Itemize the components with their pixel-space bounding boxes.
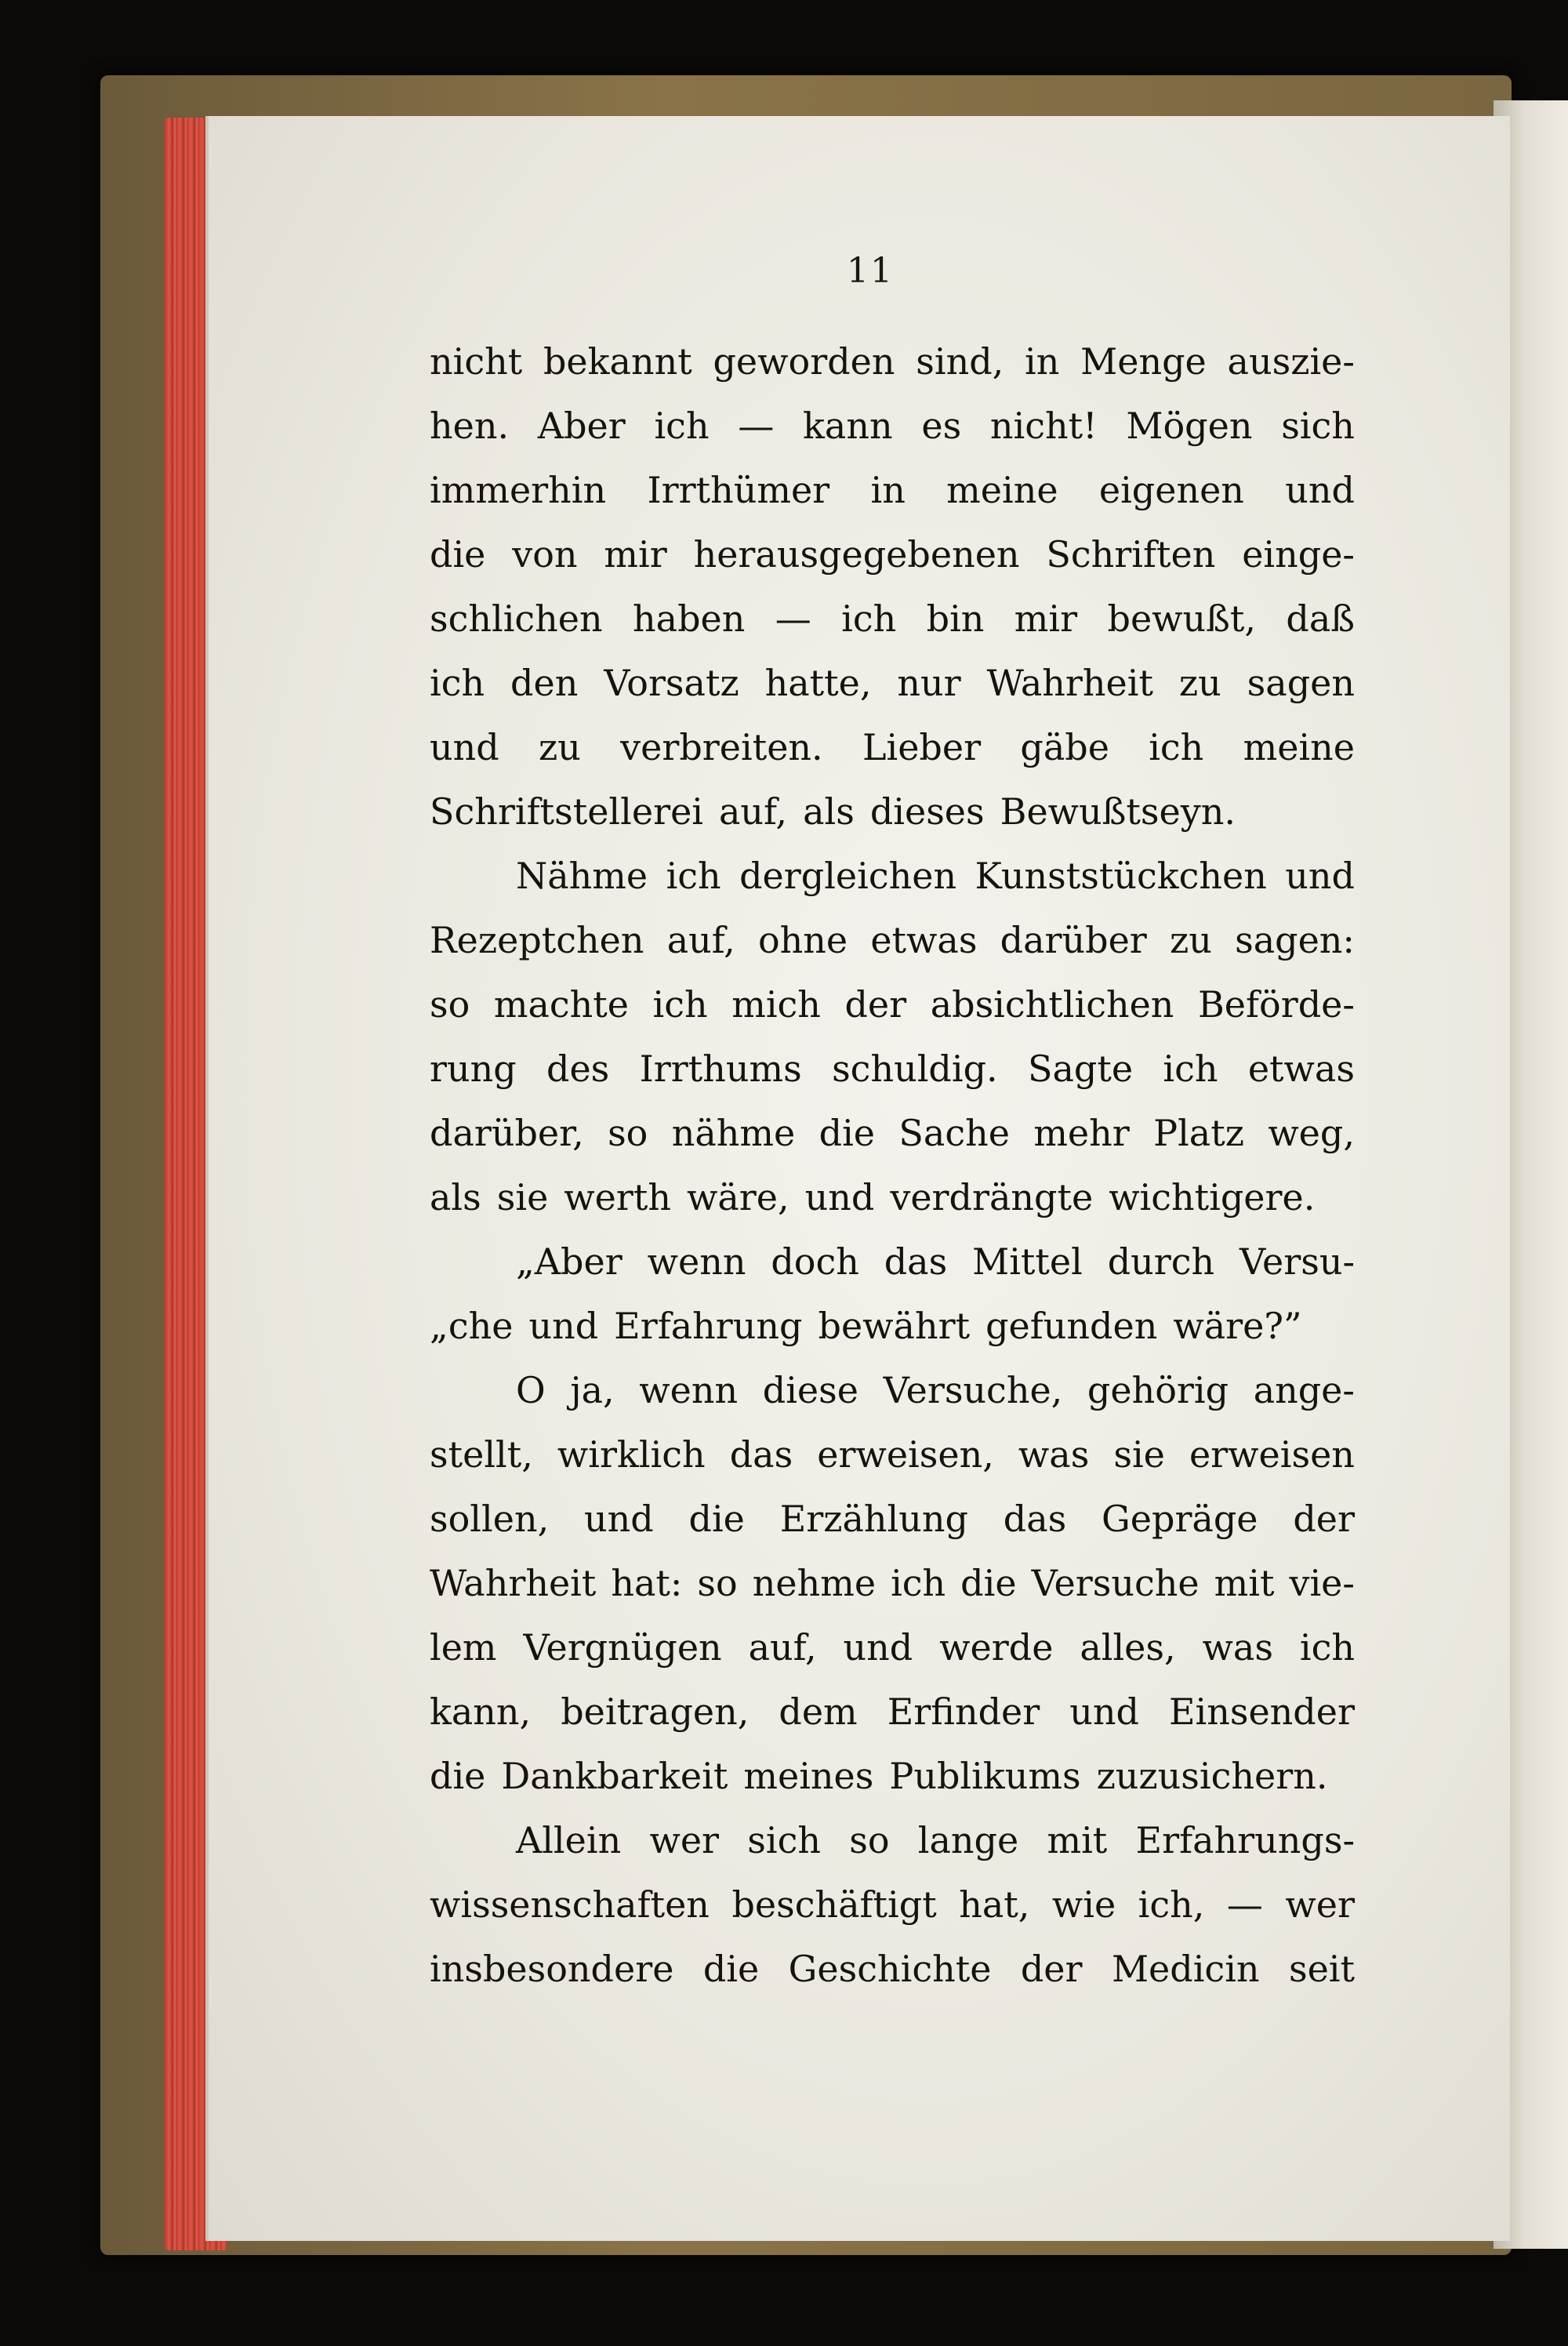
- text-line: Nähme ich dergleichen Kunststückchen und: [516, 855, 1355, 897]
- text-line: sollen, und die Erzählung das Gepräge der: [430, 1498, 1355, 1540]
- text-line: darüber, so nähme die Sache mehr Platz weg,: [430, 1112, 1355, 1154]
- text-line: Rezeptchen auf, ohne etwas darüber zu sagen:: [430, 919, 1355, 961]
- text-line: schlichen haben — ich bin mir bewußt, daß: [430, 597, 1355, 640]
- text-line: hen. Aber ich — kann es nicht! Mögen sich: [430, 405, 1355, 447]
- text-line: die von mir herausgegebenen Schriften einge-: [430, 533, 1355, 576]
- page-text: [430, 329, 1355, 2001]
- text-line: die Dankbarkeit meines Publikums zuzusichern.: [430, 1755, 1328, 1797]
- text-line: „Aber wenn doch das Mittel durch Versu-: [516, 1240, 1355, 1283]
- text-line: nicht bekannt geworden sind, in Menge auszie-: [430, 340, 1355, 383]
- text-line: Allein wer sich so lange mit Erfahrungs-: [516, 1819, 1355, 1861]
- text-line: als sie werth wäre, und verdrängte wichtigere.: [430, 1176, 1316, 1218]
- text-line: wissenschaften beschäftigt hat, wie ich, — wer: [430, 1883, 1355, 1926]
- text-line: Schriftstellerei auf, als dieses Bewußtseyn.: [430, 790, 1236, 833]
- text-line: stellt, wirklich das erweisen, was sie erweisen: [430, 1433, 1355, 1476]
- text-line: rung des Irrthums schuldig. Sagte ich etwas: [430, 1048, 1355, 1090]
- text-line: „che und Erfahrung bewährt gefunden wäre?”: [430, 1305, 1302, 1347]
- text-line: und zu verbreiten. Lieber gäbe ich meine: [430, 726, 1355, 768]
- page-number: 11: [847, 251, 894, 291]
- text-line: kann, beitragen, dem Erfinder und Einsender: [430, 1690, 1355, 1733]
- text-line: O ja, wenn diese Versuche, gehörig ange-: [516, 1369, 1355, 1411]
- text-line: lem Vergnügen auf, und werde alles, was ich: [430, 1626, 1355, 1669]
- text-line: immerhin Irrthümer in meine eigenen und: [430, 469, 1355, 511]
- text-line: so machte ich mich der absichtlichen Beförde-: [430, 983, 1355, 1026]
- text-line: Wahrheit hat: so nehme ich die Versuche mit vie-: [430, 1562, 1355, 1604]
- text-line: ich den Vorsatz hatte, nur Wahrheit zu sagen: [430, 662, 1355, 704]
- text-line: insbesondere die Geschichte der Medicin seit: [430, 1948, 1355, 1990]
